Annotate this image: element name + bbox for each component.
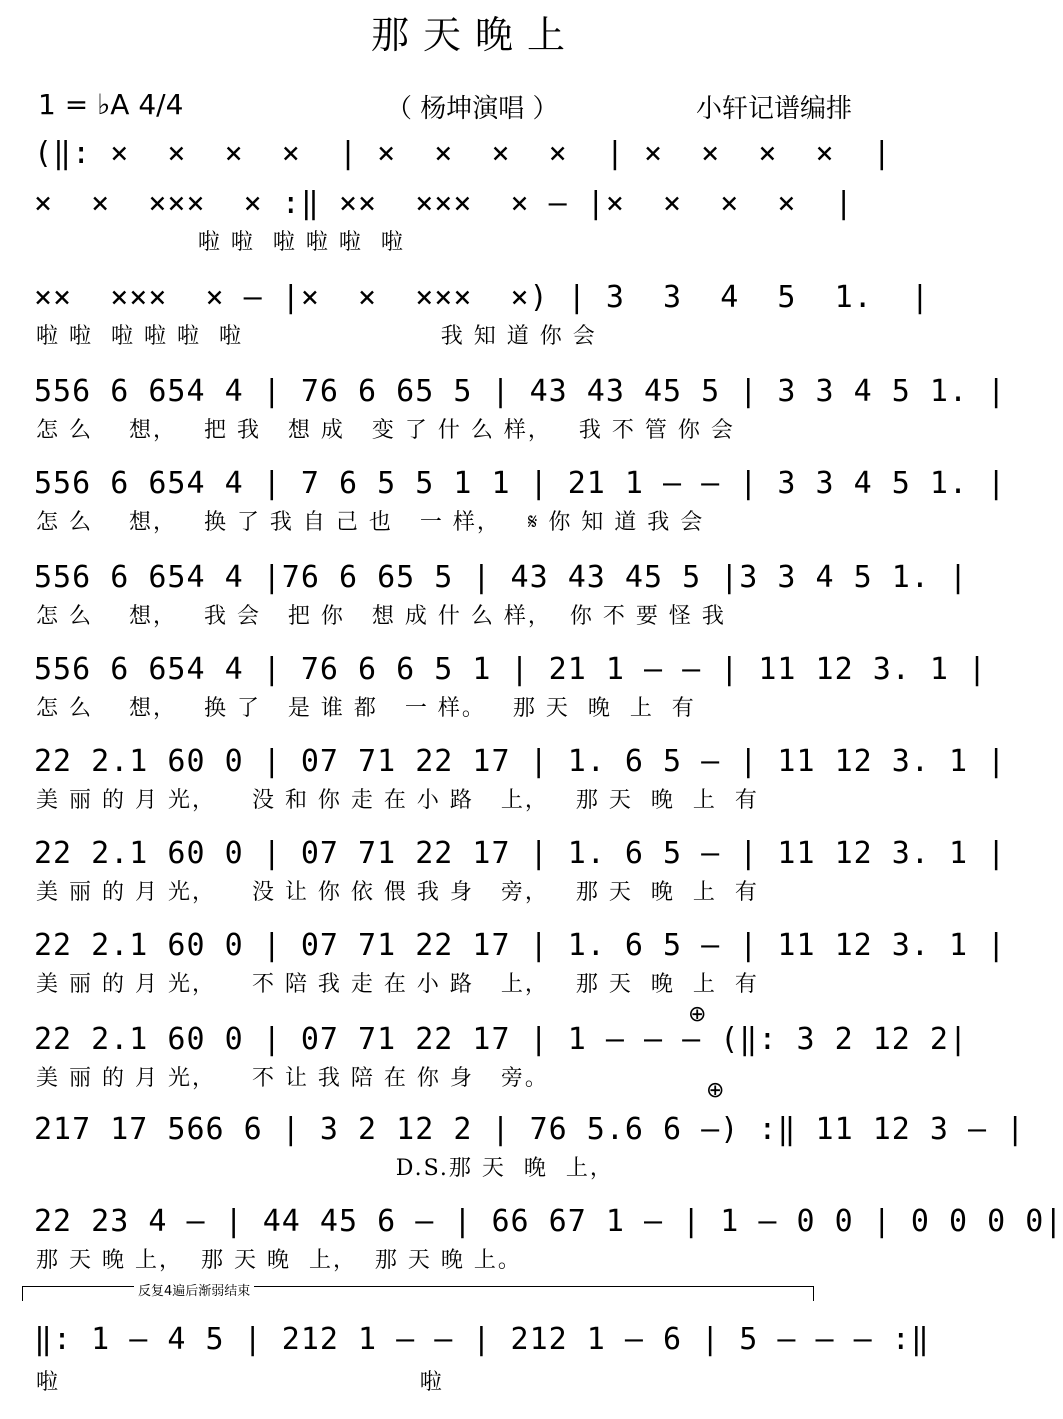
score-row-3 [0,278,950,372]
notation-line: 22 2.1 60 0 | 07 71 22 17 | 1. 6 5 — | 11 12 3. 1 | [34,928,1007,963]
notation-line: 556 6 654 4 |76 6 65 5 | 43 43 45 5 |3 3 4 5 1. | [34,560,969,595]
score-row-7 [0,650,988,744]
ending-note: 反复4遍后渐弱结束 [134,1280,254,1299]
singer-credit: （ 杨坤演唱 ） [386,94,559,124]
score-row-8 [0,742,1007,836]
lyrics-line: 怎 么 想， 换 了 是 谁 都 一 样。 那 天 晚 上 有 [36,696,696,721]
song-title: 那天晚上 [370,13,579,57]
key-signature: 1 = ♭A 4/4 [38,88,184,121]
lyrics-line: 美 丽 的 月 光， 不 陪 我 走 在 小 路 上， 那 天 晚 上 有 [36,972,759,997]
notation-line: 556 6 654 4 | 7 6 5 5 1 1 | 21 1 — — | 3 3 4 5 1. | [34,466,1007,501]
notation-line: 22 2.1 60 0 | 07 71 22 17 | 1. 6 5 — | 11 12 3. 1 | [34,744,1007,779]
notation-line: 22 2.1 60 0 | 07 71 22 17 | 1. 6 5 — | 11 12 3. 1 | [34,836,1007,871]
lyrics-line: 怎 么 想， 把 我 想 成 变 了 什 么 样， 我 不 管 你 会 [36,418,735,443]
notation-line: 22 2.1 60 0 | 07 71 22 17 | 1 — — — (‖: 3 2 12 2| [34,1022,969,1057]
lyrics-line: 美 丽 的 月 光， 没 和 你 走 在 小 路 上， 那 天 晚 上 有 [36,788,759,813]
notation-line: 217 17 566 6 | 3 2 12 2 | 76 5.6 6 —) :‖ 11 12 3 — | [34,1112,1026,1147]
lyrics-line: 美 丽 的 月 光， 没 让 你 依 偎 我 身 旁， 那 天 晚 上 有 [36,880,759,905]
score-row-4 [0,372,1007,466]
lyrics-line: 美 丽 的 月 光， 不 让 我 陪 在 你 身 旁。 [36,1066,549,1091]
lyrics-line: 怎 么 想， 换 了 我 自 己 也 一 样， 𝄋 你 知 道 我 会 [36,510,705,535]
score-row-2 [0,184,950,278]
score-row-14 [0,1320,950,1414]
coda-icon: ⊕ [706,1078,725,1103]
lyrics-line: 啦 啦 啦 啦 啦 啦 [36,230,405,255]
lyrics-line: 啦 啦 [36,1370,444,1395]
notation-line: ‖: 1 — 4 5 | 212 1 — — | 212 1 — 6 | 5 — — — :‖ [34,1322,930,1357]
lyrics-line: 怎 么 想， 我 会 把 你 想 成 什 么 样， 你 不 要 怪 我 [36,604,726,629]
score-row-11 [0,1020,969,1114]
notation-line: 556 6 654 4 | 76 6 65 5 | 43 43 45 5 | 3 3 4 5 1. | [34,374,1007,409]
notation-line: 556 6 654 4 | 76 6 6 5 1 | 21 1 — — | 11 12 3. 1 | [34,652,988,687]
lyrics-line: 那 天 晚 上， 那 天 晚 上， 那 天 晚 上。 [36,1248,522,1273]
notation-line: ×× ××× × — |× × ××× ×) | 3 3 4 5 1. | [34,280,930,315]
score-row-12 [0,1110,1026,1204]
score-row-10 [0,926,1007,1020]
lyrics-line: 啦 啦 啦 啦 啦 啦 我 知 道 你 会 [36,324,597,349]
score-row-5 [0,464,1007,558]
notation-line: 22 23 4 — | 44 45 6 — | 66 67 1 — | 1 — 0 0 | 0 0 0 0| [34,1204,1063,1239]
coda-icon: ⊕ [688,1002,707,1027]
score-row-6 [0,558,969,652]
score-row-9 [0,834,1007,928]
notation-line: × × ××× × :‖ ×× ××× × — |× × × × | [34,186,854,221]
lyrics-line: D.S.那 天 晚 上， [36,1156,614,1181]
arranger-credit: 小轩记谱编排 [696,94,853,124]
notation-line: (‖: × × × × | × × × × | × × × × | [34,136,892,171]
